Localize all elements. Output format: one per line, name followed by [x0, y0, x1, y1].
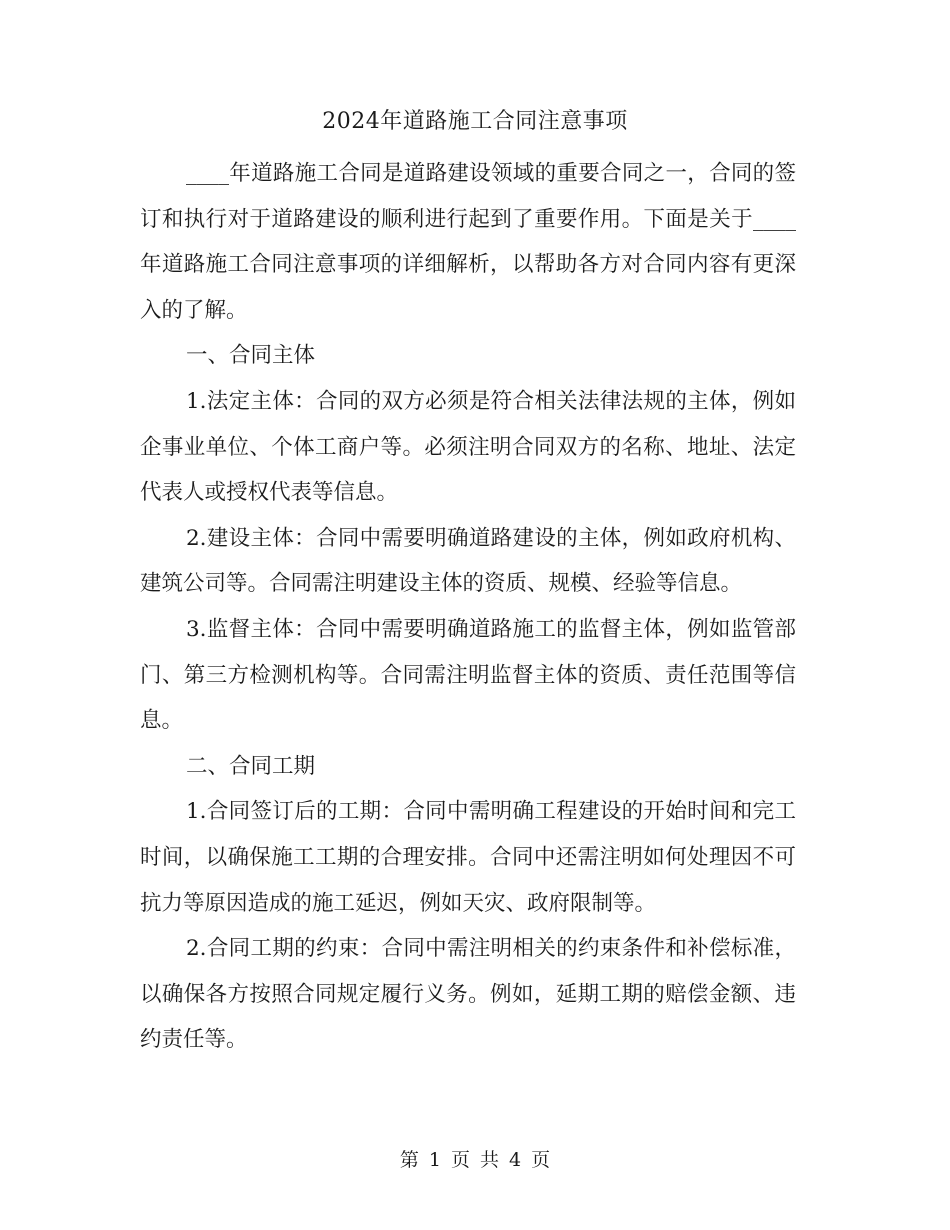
document-body — [140, 151, 796, 1063]
page-footer: 第 1 页 共 4 页 — [399, 1149, 551, 1171]
section-heading-contract-parties: 一、合同主体 — [186, 343, 316, 369]
document-title: 2024年道路施工合同注意事项 — [322, 109, 628, 134]
section1-item-supervision-party: 3.监督主体：合同中需要明确道路施工的监督主体，例如监管部门、第三方检测机构等。合同需注明监督主体的资质、责任范围等信息。 — [140, 616, 796, 734]
section1-item-legal-party: 1.法定主体：合同的双方必须是符合相关法律法规的主体，例如企事业单位、个体工商户等。必须注明合同双方的名称、地址、法定代表人或授权代表等信息。 — [140, 388, 796, 506]
intro-paragraph: ____年道路施工合同是道路建设领域的重要合同之一，合同的签订和执行对于道路建设的顺利进行起到了重要作用。下面是关于____年道路施工合同注意事项的详细解析，以帮助各方对合同内容有更深入的了解。 — [140, 161, 796, 323]
section1-item-construction-party: 2.建设主体：合同中需要明确道路建设的主体，例如政府机构、建筑公司等。合同需注明建设主体的资质、规模、经验等信息。 — [140, 525, 796, 597]
section2-item-duration-after-signing: 1.合同签订后的工期：合同中需明确工程建设的开始时间和完工时间，以确保施工工期的合理安排。合同中还需注明如何处理因不可抗力等原因造成的施工延迟，例如天灾、政府限制等。 — [140, 799, 796, 916]
section-heading-contract-duration: 二、合同工期 — [186, 753, 316, 779]
section2-item-duration-constraints: 2.合同工期的约束：合同中需注明相关的约束条件和补偿标准，以确保各方按照合同规定履行义务。例如，延期工期的赔偿金额、违约责任等。 — [140, 936, 796, 1053]
